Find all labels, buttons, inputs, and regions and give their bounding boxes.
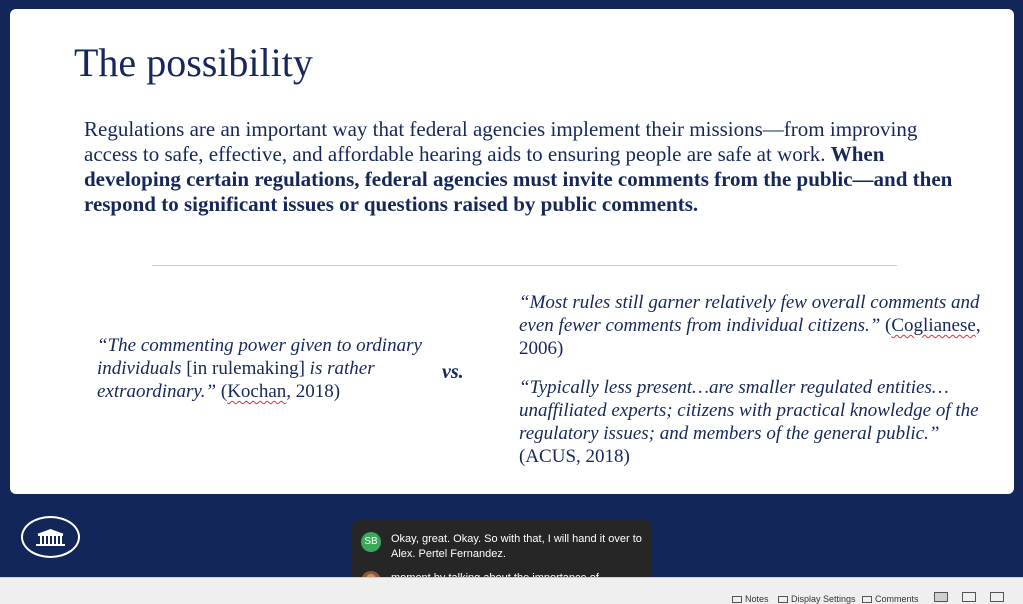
cite-year: , 2006) <box>519 315 981 359</box>
slide-intro-paragraph <box>84 117 974 217</box>
divider <box>152 265 897 266</box>
quotes-right-column <box>519 291 999 484</box>
white-house-seal-icon <box>21 516 80 558</box>
quote-acus <box>519 376 999 468</box>
display-settings-icon <box>778 596 788 603</box>
notes-label: Notes <box>745 594 769 604</box>
display-settings-label: Display Settings <box>791 594 856 604</box>
quote-part-1: “The commenting power given to ordinary individuals <box>97 335 422 379</box>
intro-text: Regulations are an important way that federal agencies implement their missions—from improving access to safe, effective, and affordable hearing aids to ensuring people are safe at work. <box>84 117 918 166</box>
quote-kochan <box>97 334 432 403</box>
comments-label: Comments <box>875 594 919 604</box>
normal-view-icon[interactable] <box>934 592 948 602</box>
caption-entry <box>361 532 646 562</box>
versus-label: vs. <box>442 361 464 383</box>
status-bar <box>0 577 1023 604</box>
slide-sorter-view-icon[interactable] <box>962 592 976 602</box>
citation-coglianese: Coglianese <box>891 315 976 336</box>
citation-acus: (ACUS, 2018) <box>519 446 630 467</box>
avatar: SB <box>361 532 381 552</box>
comments-icon <box>862 596 872 603</box>
presentation-slide <box>10 9 1014 494</box>
cite-open: ( <box>880 315 892 336</box>
caption-text: Okay, great. Okay. So with that, I will hand it over to Alex. Pertel Fernandez. <box>391 533 642 560</box>
quote-part-3: is rather extraordinary.” <box>97 358 375 402</box>
quote-coglianese-text: “Most rules still garner relatively few overall comments and even fewer comments from individual citizens.” <box>519 292 980 336</box>
quote-part-2: [in rulemaking] <box>186 358 305 379</box>
citation-kochan: Kochan <box>227 381 287 402</box>
notes-icon <box>732 596 742 603</box>
cite-year: , 2018) <box>286 381 341 402</box>
quote-coglianese <box>519 291 999 360</box>
cite-open: ( <box>216 381 228 402</box>
slide-title: The possibility <box>74 40 313 85</box>
quote-acus-text: “Typically less present…are smaller regulated entities…unaffiliated experts; citizens with practical knowledge of the regulatory issues; and members of the general public.” <box>519 377 979 444</box>
intro-bold-text: When developing certain regulations, federal agencies must invite comments from the public—and then respond to significant issues or questions raised by public comments. <box>84 142 953 216</box>
reading-view-icon[interactable] <box>990 592 1004 602</box>
